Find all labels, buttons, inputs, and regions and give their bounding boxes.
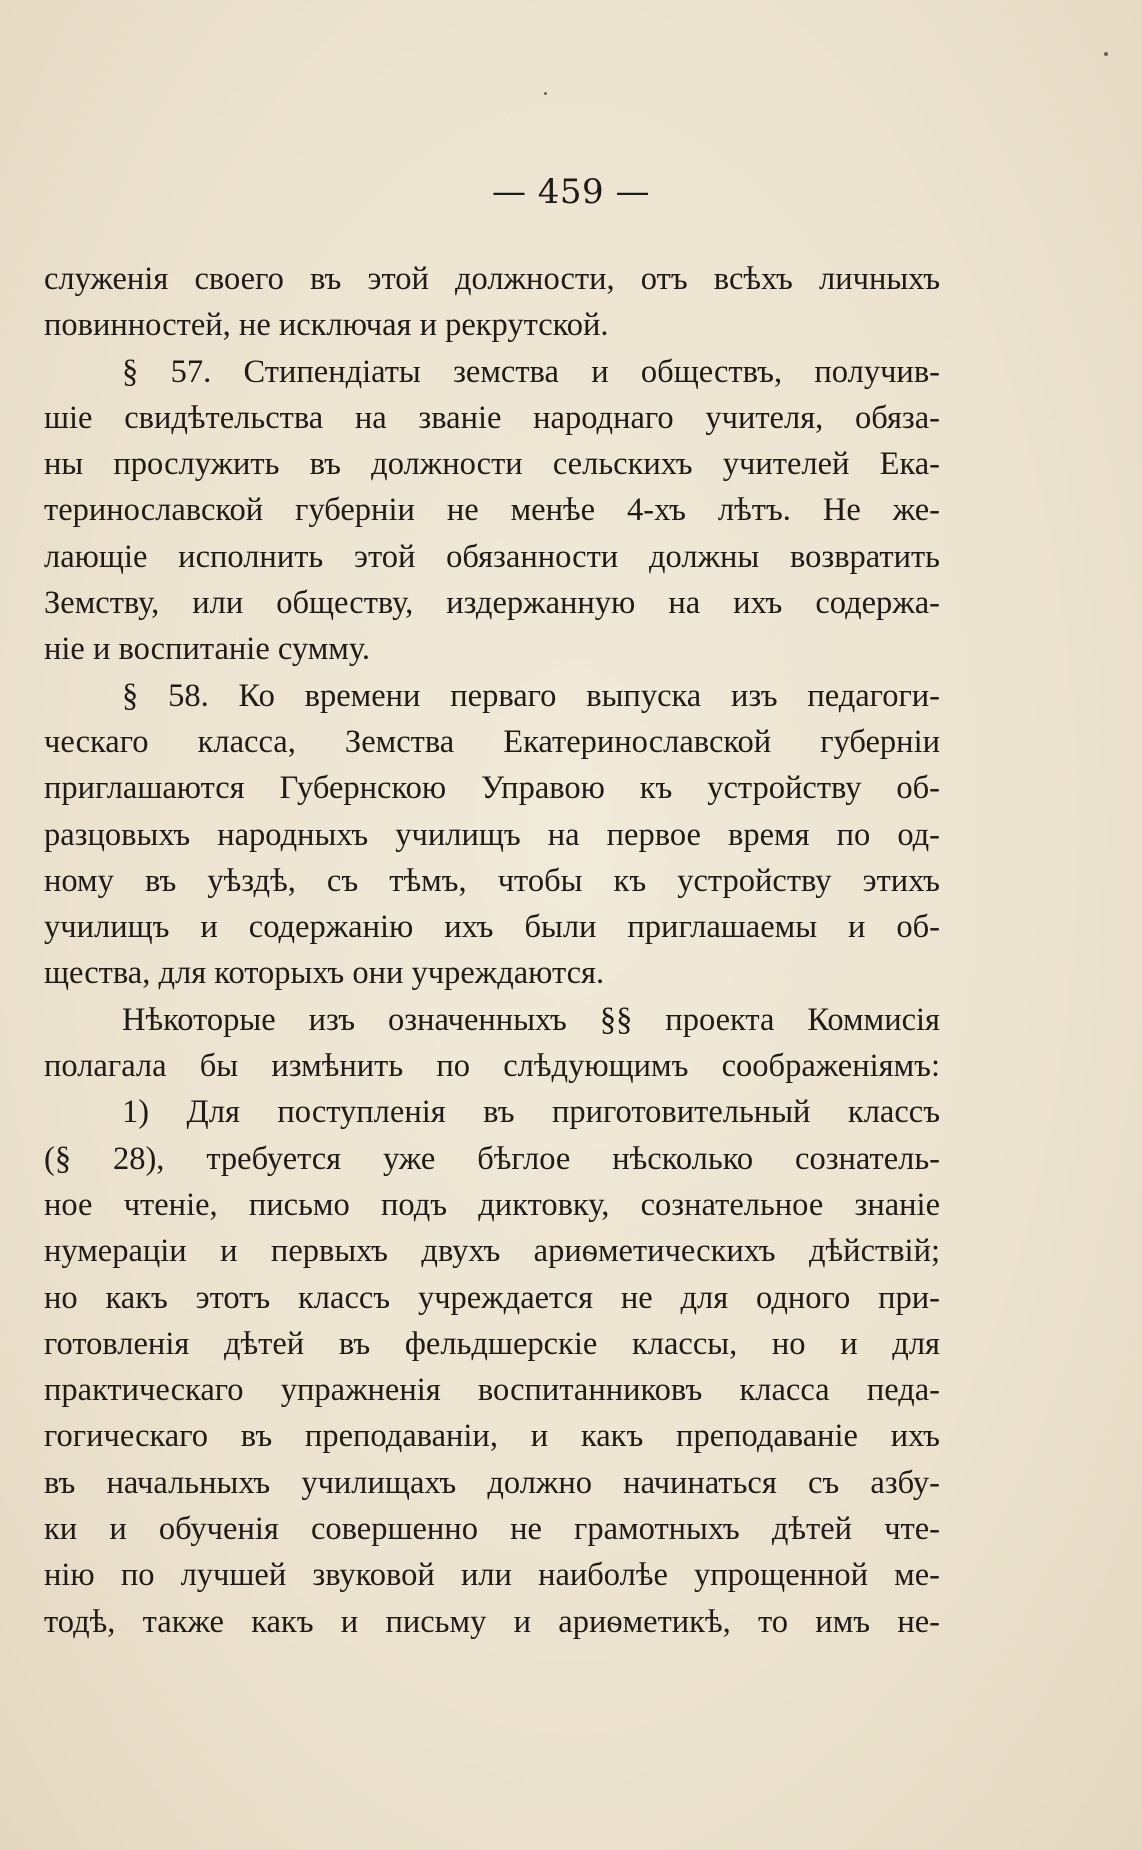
text-line: нумераціи и первыхъ двухъ ариѳметическихъ дѣйствій;: [44, 1233, 940, 1270]
text-line: приглашаются Губернскою Управою къ устройству об-: [44, 770, 940, 807]
text-line: гогическаго въ преподаваніи, и какъ преподаваніе ихъ: [44, 1418, 940, 1455]
text-line: въ начальныхъ училищахъ должно начинаться съ азбу-: [44, 1464, 940, 1501]
text-line: ны прослужить въ должности сельскихъ учителей Ека-: [44, 446, 940, 483]
text-line: § 58. Ко времени перваго выпуска изъ педагоги-: [122, 677, 940, 714]
text-line: тодѣ, также какъ и письму и ариѳметикѣ, то имъ не-: [44, 1603, 940, 1640]
body-text: [44, 256, 940, 1645]
text-line: училищъ и содержанію ихъ были приглашаемы и об-: [44, 909, 940, 946]
text-line: служенія своего въ этой должности, отъ всѣхъ личныхъ: [44, 261, 940, 297]
text-line: готовленія дѣтей въ фельдшерскіе классы, но и для: [44, 1325, 940, 1362]
text-line: ное чтеніе, письмо подъ диктовку, сознательное знаніе: [44, 1186, 940, 1223]
text-line: полагала бы измѣнить по слѣдующимъ соображеніямъ:: [44, 1048, 940, 1085]
text-line: ніе и воспитаніе сумму.: [44, 631, 370, 668]
ink-speck: [1104, 52, 1108, 56]
text-line: практическаго упражненія воспитанниковъ класса педа-: [44, 1372, 940, 1409]
text-line: (§ 28), требуется уже бѣглое нѣсколько сознатель-: [44, 1140, 940, 1177]
page-number: — 459 —: [491, 172, 650, 212]
text-line: разцовыхъ народныхъ училищъ на первое время по од-: [44, 816, 940, 853]
text-line: Нѣкоторые изъ означенныхъ §§ проекта Коммисія: [122, 1001, 940, 1038]
text-line: 1) Для поступленія въ приготовительный классъ: [122, 1094, 940, 1131]
ink-speck: [544, 92, 547, 95]
text-line: но какъ этотъ классъ учреждается не для одного при-: [44, 1279, 940, 1316]
text-line: ки и обученія совершенно не грамотныхъ дѣтей чте-: [44, 1511, 940, 1548]
text-line: теринославской губерніи не менѣе 4-хъ лѣтъ. Не же-: [44, 492, 940, 529]
text-line: ческаго класса, Земства Екатеринославской губерніи: [44, 723, 940, 760]
text-line: ному въ уѣздѣ, съ тѣмъ, чтобы къ устройству этихъ: [44, 862, 940, 899]
text-line: повинностей, не исключая и рекрутской.: [44, 307, 609, 344]
text-line: щества, для которыхъ они учреждаются.: [44, 955, 605, 992]
text-line: § 57. Стипендіаты земства и обществъ, получив-: [122, 353, 940, 390]
text-line: нію по лучшей звуковой или наиболѣе упрощенной ме-: [44, 1557, 940, 1594]
text-line: Земству, или обществу, издержанную на ихъ содержа-: [44, 585, 940, 622]
text-line: шіе свидѣтельства на званіе народнаго учителя, обяза-: [44, 399, 940, 436]
text-line: лающіе исполнить этой обязанности должны возвратить: [44, 538, 940, 575]
